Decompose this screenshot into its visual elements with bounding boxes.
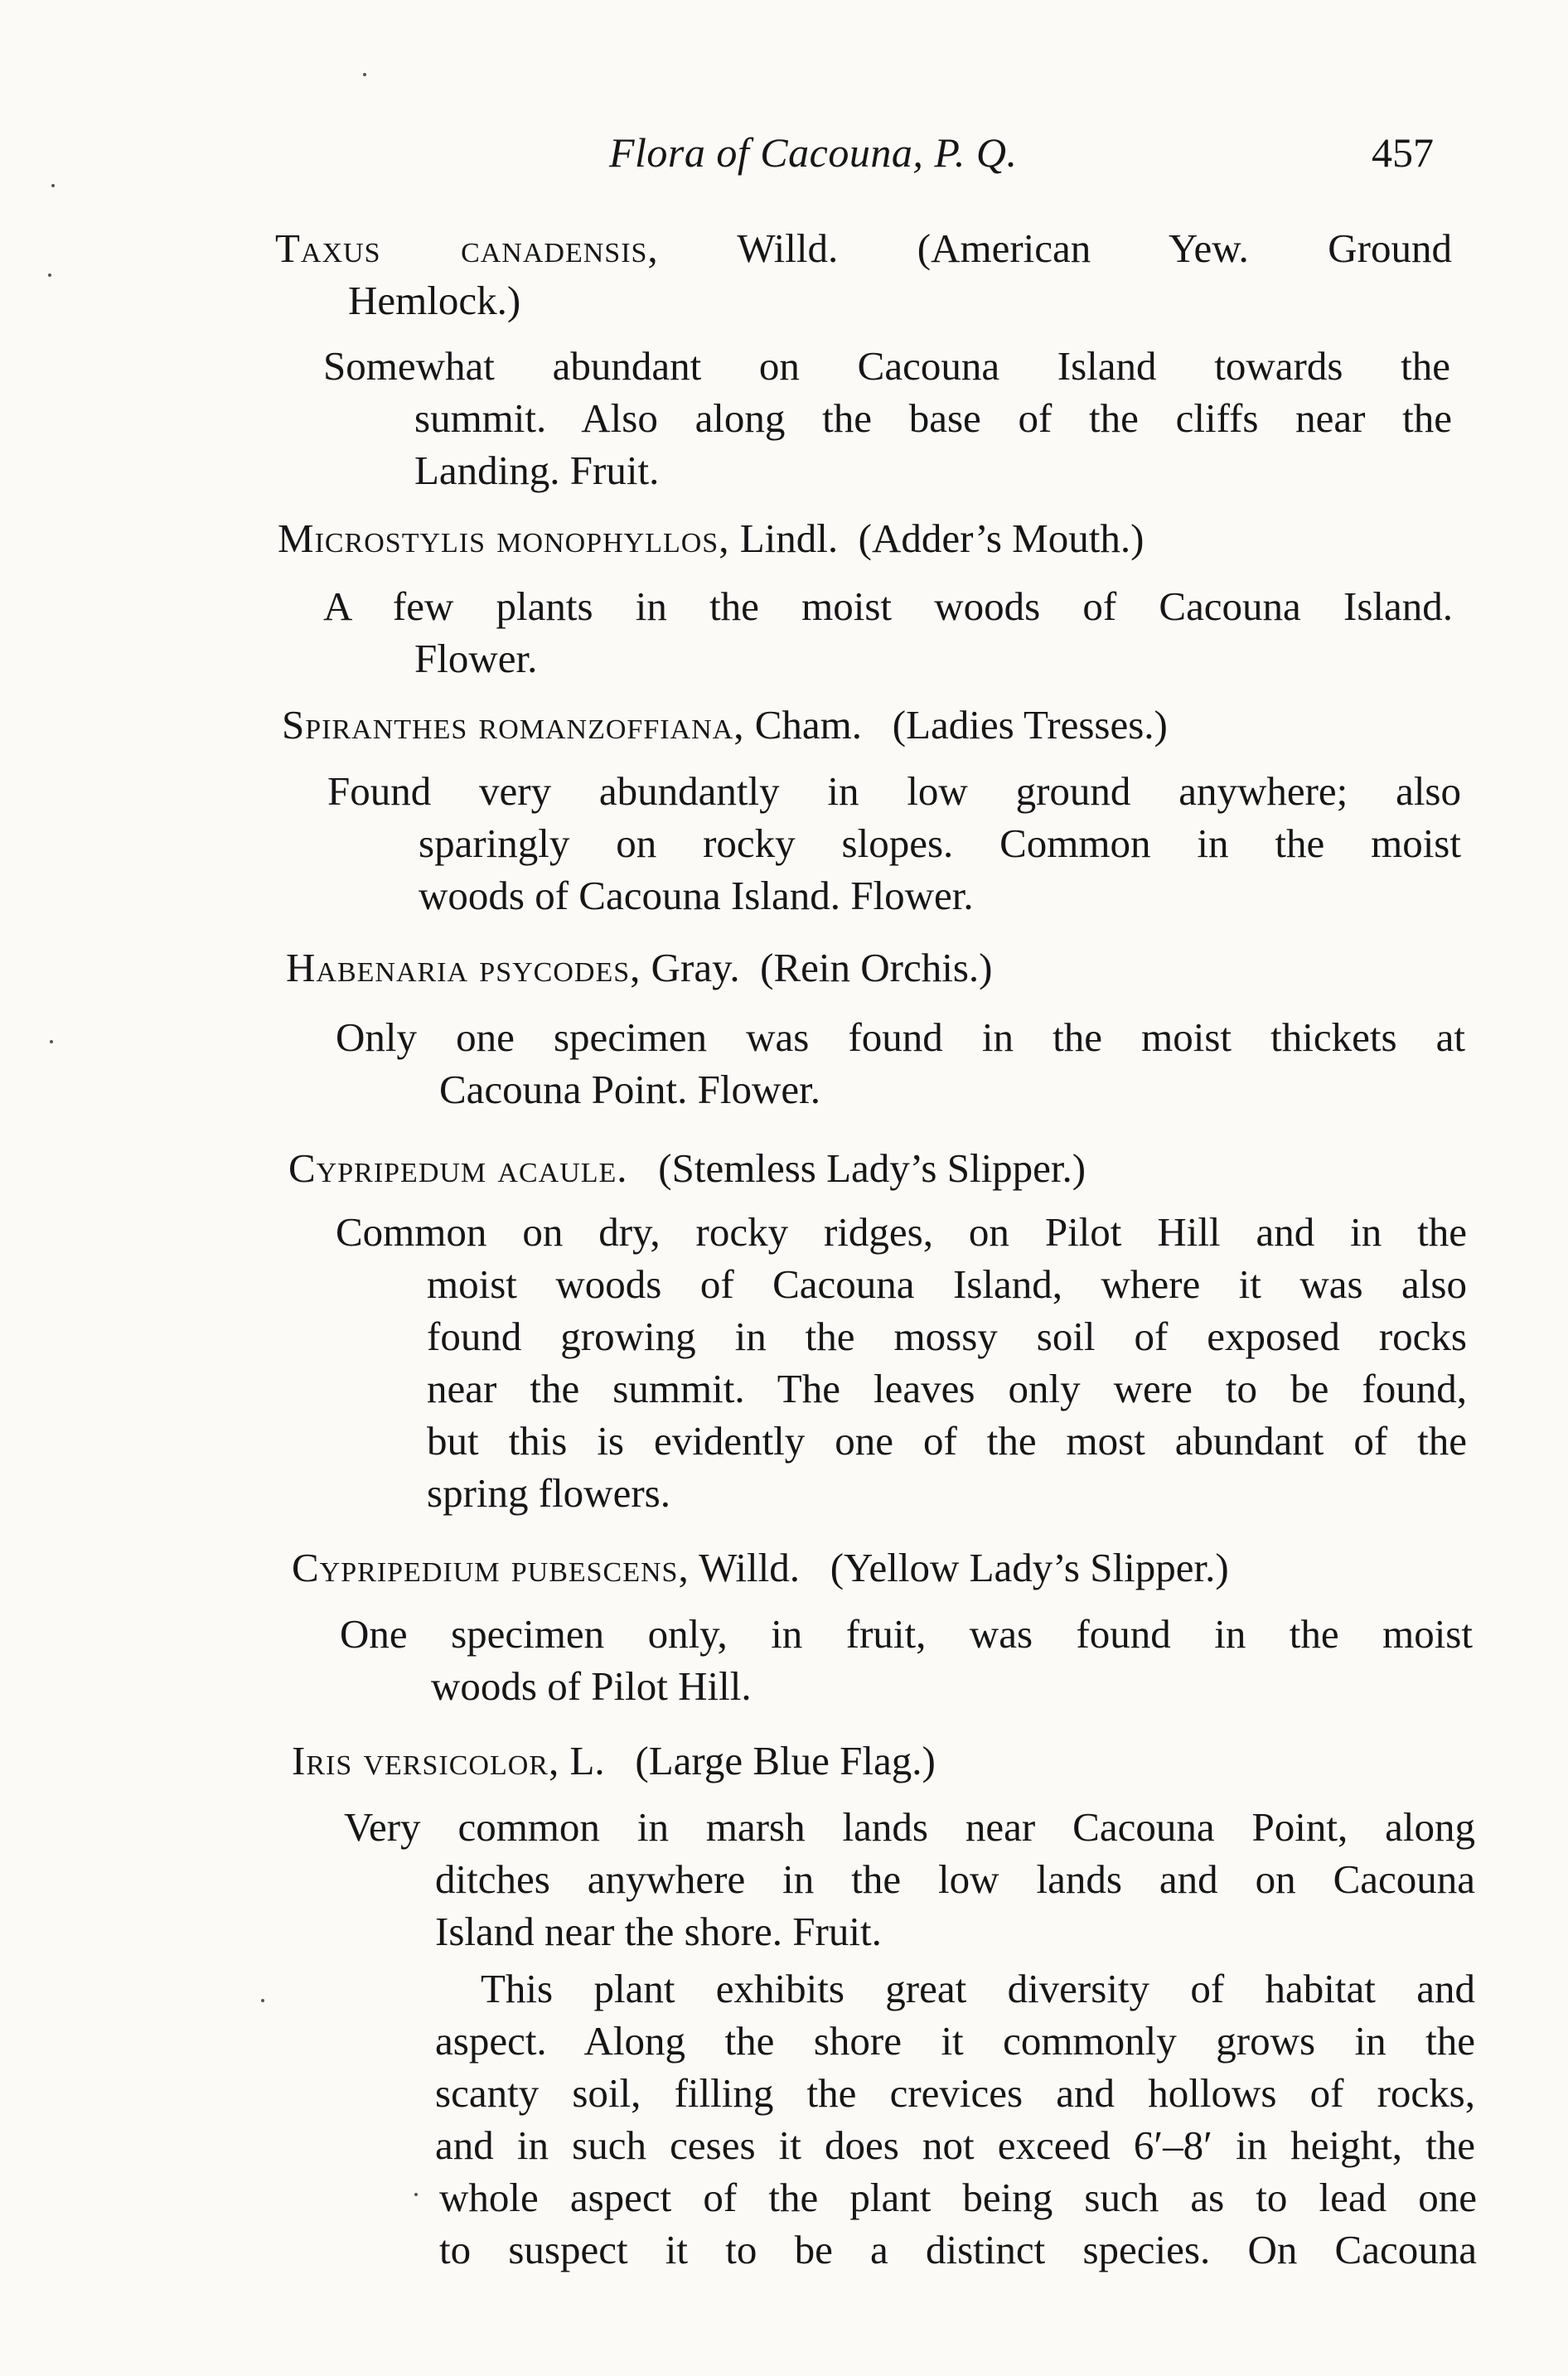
entry-heading <box>282 700 1459 750</box>
margin-speck <box>51 184 55 187</box>
margin-speck <box>261 1999 264 2002</box>
species-name: Iris versicolor, <box>292 1738 560 1783</box>
species-name: Cypripedum acaule. <box>288 1145 628 1191</box>
species-name: Habenaria psycodes, <box>286 945 641 990</box>
common-name: (Stemless Lady’s Slipper.) <box>658 1145 1086 1191</box>
paragraph-text-line: aspect. Along the shore it commonly grows in the <box>435 2018 1475 2064</box>
margin-speck <box>50 1040 53 1043</box>
species-name: Taxus canadensis, <box>275 225 659 271</box>
entry-heading <box>292 1543 1469 1593</box>
entry-text-line: Only one specimen was found in the moist thickets at <box>336 1014 1465 1060</box>
entry-text-line: Cacouna Point. Flower. <box>439 1067 821 1112</box>
entry-heading-continuation: Hemlock.) <box>348 278 521 323</box>
entry-heading <box>286 943 1463 993</box>
running-title: Flora of Cacouna, P. Q. <box>609 129 1018 176</box>
common-name: (American Yew. Ground <box>917 225 1452 271</box>
species-name: Cypripedium pubescens, <box>292 1545 690 1590</box>
paragraph-text-line: This plant exhibits great diversity of habitat and <box>481 1966 1475 2011</box>
species-authority: Cham. <box>744 702 863 748</box>
entry-text-line: near the summit. The leaves only were to be found, <box>427 1366 1467 1411</box>
entry-text-line: A few plants in the moist woods of Cacouna Island. <box>323 583 1453 629</box>
species-name: Microstylis monophyllos, <box>278 515 730 561</box>
species-authority: Lindl. <box>729 515 839 561</box>
entry-heading <box>275 224 1452 273</box>
margin-speck <box>414 2193 418 2196</box>
entry-text-line: Found very abundantly in low ground anywhere; also <box>327 768 1461 814</box>
entry-text-line: Flower. <box>414 636 538 681</box>
entry-text-line: woods of Pilot Hill. <box>431 1663 752 1709</box>
entry-heading <box>292 1736 1469 1786</box>
entry-text-line: found growing in the mossy soil of exposed rocks <box>427 1314 1467 1359</box>
entry-text-line: summit. Also along the base of the cliffs near the <box>414 395 1452 441</box>
entry-text-line: sparingly on rocky slopes. Common in the moist <box>419 820 1461 866</box>
entry-text-line: ditches anywhere in the low lands and on Cacouna <box>435 1856 1475 1902</box>
species-name: Spiranthes romanzoffiana, <box>282 702 745 748</box>
species-authority: Gray. <box>641 945 740 990</box>
entry-text-line: spring flowers. <box>427 1470 670 1516</box>
entry-text-line: Very common in marsh lands near Cacouna Point, along <box>344 1804 1475 1850</box>
entry-text-line: One specimen only, in fruit, was found in the moist <box>340 1611 1473 1657</box>
paragraph-text-line: scanty soil, filling the crevices and hollows of rocks, <box>435 2070 1475 2116</box>
common-name: (Adder’s Mouth.) <box>858 515 1145 561</box>
entry-text-line: Landing. Fruit. <box>414 448 660 493</box>
entry-text-line: Island near the shore. Fruit. <box>435 1909 882 1954</box>
common-name: (Large Blue Flag.) <box>635 1738 936 1783</box>
running-head <box>0 128 1568 186</box>
margin-speck <box>48 273 51 277</box>
paragraph-text-line: whole aspect of the plant being such as to lead one <box>439 2175 1477 2220</box>
entry-text-line: woods of Cacouna Island. Flower. <box>419 873 974 918</box>
margin-speck <box>363 73 366 76</box>
paragraph-text-line: and in such ceses it does not exceed 6′–8′ in height, the <box>435 2122 1475 2168</box>
page-number: 457 <box>1372 129 1434 176</box>
species-authority: L. <box>559 1738 605 1783</box>
common-name: (Rein Orchis.) <box>760 945 993 990</box>
species-authority: Willd. <box>658 225 839 271</box>
entry-text-line: moist woods of Cacouna Island, where it was also <box>427 1261 1467 1307</box>
paragraph-text-line: to suspect it to be a distinct species. On Cacouna <box>439 2227 1477 2272</box>
common-name: (Yellow Lady’s Slipper.) <box>830 1545 1229 1590</box>
entry-text-line: but this is evidently one of the most abundant of the <box>427 1418 1467 1464</box>
entry-text-line: Somewhat abundant on Cacouna Island towards the <box>323 343 1450 389</box>
entry-text-line: Common on dry, rocky ridges, on Pilot Hill and in the <box>336 1209 1467 1255</box>
entry-heading <box>278 514 1454 564</box>
entry-heading <box>288 1144 1465 1193</box>
common-name: (Ladies Tresses.) <box>892 702 1168 748</box>
species-authority: Willd. <box>689 1545 800 1590</box>
